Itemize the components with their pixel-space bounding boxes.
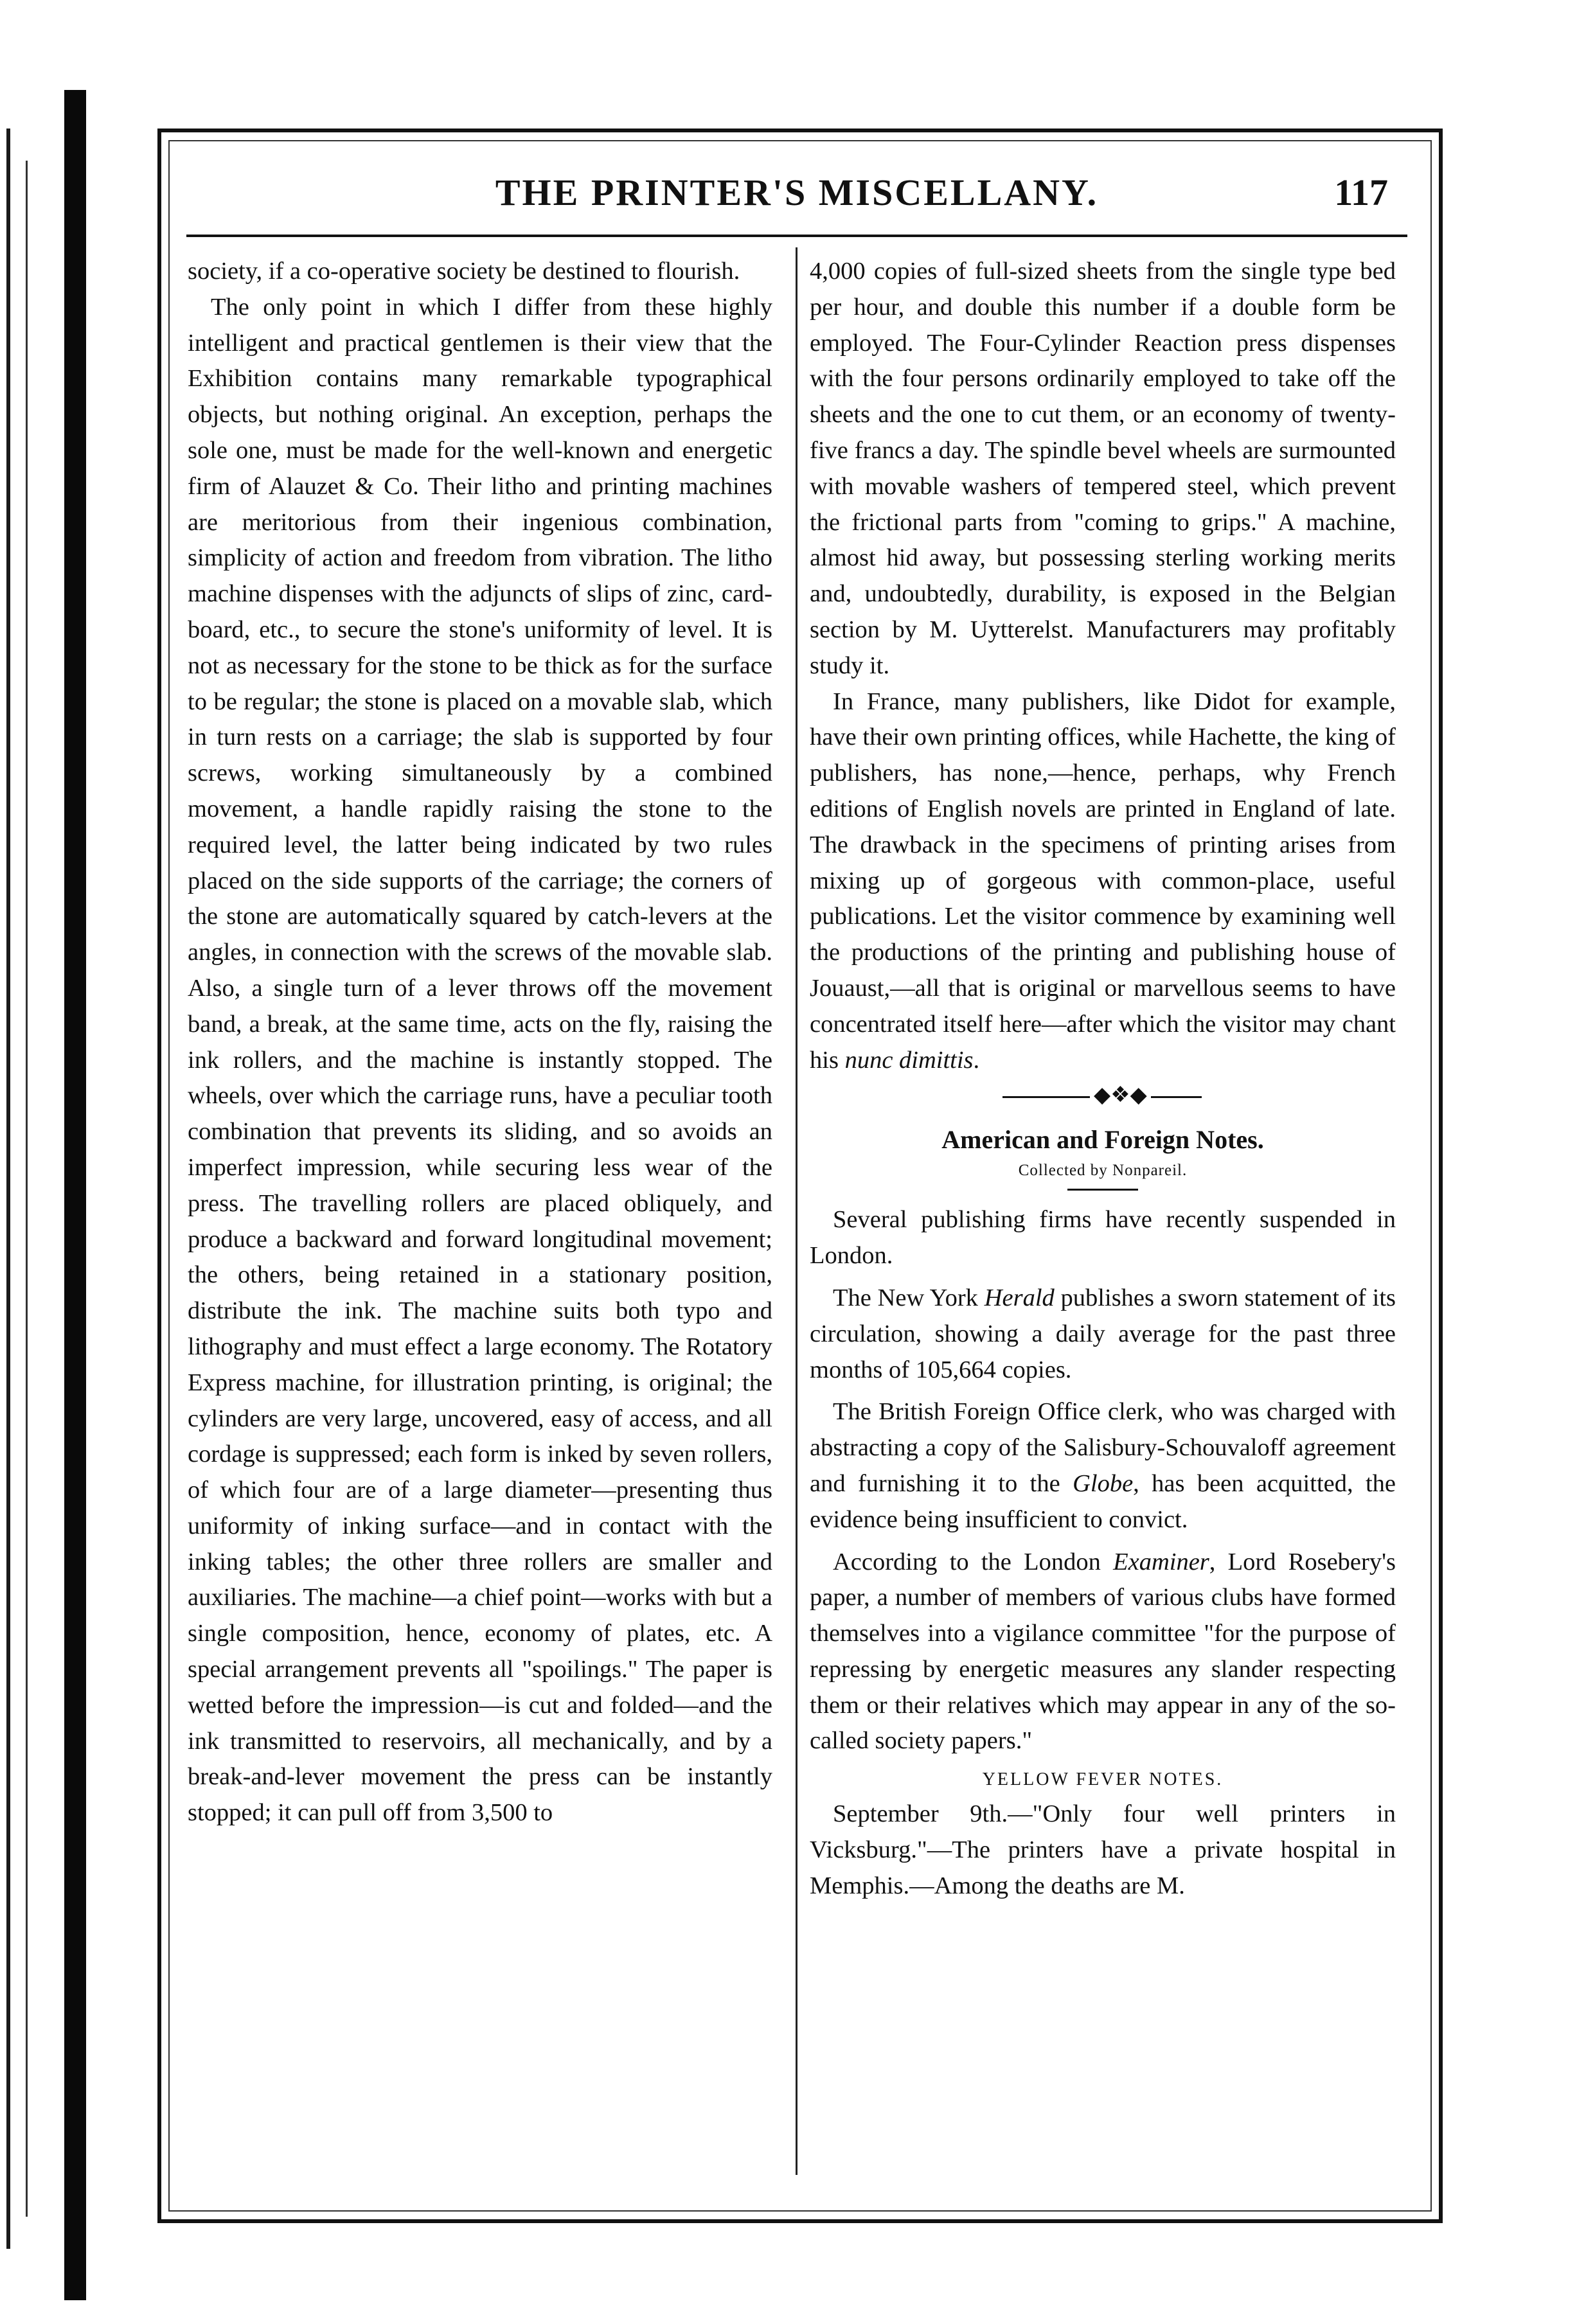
paragraph-text: . bbox=[973, 1046, 980, 1074]
note-text: , has been acquitted, the evidence being insufficient to convict. bbox=[810, 1469, 1396, 1533]
note-text: Several publishing firms have recently suspended in London. bbox=[810, 1206, 1396, 1270]
column-divider bbox=[796, 247, 797, 2175]
paragraph-text: In France, many publishers, like Didot for example, have their own printing offices, while Hachette, the king of publishers, has none,—hence, perhaps, why French editions of English novels are printed in England of late. The drawback in the specimens of printing arises from mixing up of gorgeous with common-place, useful publications. Let the visitor commence by examining well the productions of the printing and publishing house of Jouaust,—all that is original or marvellous seems to have concentrated itself here—after which the visitor may chant his bbox=[810, 687, 1396, 1074]
note-item bbox=[810, 1394, 1396, 1538]
note-text: According to the London bbox=[833, 1548, 1114, 1575]
paragraph: society, if a co-operative society be destined to flourish. bbox=[188, 258, 740, 285]
note-text: publishes a sworn statement of its circulation, showing a daily average for the past three months of 105,664 copies. bbox=[810, 1284, 1396, 1383]
paragraph: September 9th.—"Only four well printers in Vicksburg."—The printers have a private hospital in Memphis.—Among the deaths are M. bbox=[810, 1800, 1396, 1899]
divider-ornament-icon: ◆❖◆ bbox=[1090, 1085, 1151, 1106]
note-italic: Herald bbox=[984, 1284, 1055, 1311]
note-item bbox=[810, 1281, 1396, 1388]
subheading: YELLOW FEVER NOTES. bbox=[982, 1770, 1224, 1790]
binding-shadow bbox=[64, 90, 86, 2300]
note-italic: Globe bbox=[1073, 1469, 1134, 1497]
note-text: The British Foreign Office clerk, who was charged with abstracting a copy of the Salisbury-Schouvaloff agreement and furnishing it to the bbox=[810, 1398, 1396, 1497]
binding-edge-line bbox=[6, 129, 10, 2249]
binding-edge-line-faint bbox=[26, 161, 28, 2217]
note-item bbox=[810, 1202, 1396, 1274]
running-header bbox=[186, 168, 1407, 220]
italic-phrase: nunc dimittis bbox=[844, 1046, 974, 1074]
credit-rule bbox=[1067, 1189, 1138, 1191]
paragraph: The only point in which I differ from these highly intelligent and practical gentlemen is their view that the Exhibition contains many remarkable typographical objects, but nothing original. An exception, perhaps the sole one, must be made for the well-known and energetic firm of Alauzet & Co. Their litho and printing machines are meritorious from their ingenious combination, simplicity of action and freedom from vibration. The litho machine dispenses with the adjuncts of slips of zinc, card-board, etc., to secure the stone's uniformity of level. It is not as necessary for the stone to be thick as for the surface to be regular; the stone is placed on a movable slab, which in turn rests on a carriage; the slab is supported by four screws, working simultaneously by a combined movement, a handle rapidly raising the stone to the required level, the latter being indicated by two rules placed on the side supports of the carriage; the corners of the stone are automatically squared by catch-levers at the angles, in connection with the screws of the movable slab. Also, a single turn of a lever throws off the movement band, a break, at the same time, acts on the fly, raising the ink rollers, and the machine is instantly stopped. The wheels, over which the carriage runs, have a peculiar tooth combination that prevents its sliding, and so avoids an imperfect impression, while securing less wear of the press. The travelling rollers are placed obliquely, and produce a backward and forward longitudinal movement; the others, being retained in a stationary position, distribute the ink. The machine suits both typo and lithography and must effect a large economy. The Rotatory Express machine, for illustration printing, is original; the cylinders are very large, uncovered, easy of access, and all cordage is suppressed; each form is inked by seven rollers, of which four are of a large diameter—presenting thus uniformity of inking surface—and in contact with the inking tables; the other three rollers are smaller and auxiliaries. The machine—a chief point—works with but a single composition, hence, economy of plates, etc. A special arrangement prevents all "spoilings." The paper is wetted before the impression—is cut and folded—and the ink transmitted to reservoirs, all mechanically, and by a break-and-lever movement the press can be instantly stopped; it can pull off from 3,500 to bbox=[188, 293, 772, 1827]
section-title: American and Foreign Notes. bbox=[941, 1125, 1264, 1155]
paragraph-continuation: 4,000 copies of full-sized sheets from the single type bed per hour, and double this number if a double form be employed. The Four-Cylinder Reaction press dispenses with the four persons ordinarily employed to take off the sheets and the one to cut them, or an economy of twenty-five francs a day. The spindle bevel wheels are surmounted with movable washers of tempered steel, which prevent the frictional parts from "coming to grips." A machine, almost hid away, but possessing sterling working merits and, undoubtedly, durability, is exposed in the Belgian section by M. Uytterelst. Manufacturers may profitably study it. bbox=[810, 258, 1396, 679]
right-column bbox=[810, 254, 1396, 1904]
note-text: The New York bbox=[833, 1284, 985, 1311]
page-number: 117 bbox=[1334, 172, 1388, 213]
section-credit: Collected by Nonpareil. bbox=[1018, 1162, 1188, 1180]
left-column bbox=[188, 254, 772, 1831]
header-rule bbox=[186, 235, 1407, 237]
section-divider bbox=[810, 1078, 1396, 1117]
note-italic: Examiner bbox=[1113, 1548, 1209, 1575]
publication-title: THE PRINTER'S MISCELLANY. bbox=[495, 172, 1099, 213]
note-item bbox=[810, 1545, 1396, 1760]
note-text: , Lord Rosebery's paper, a number of members of various clubs have formed themselves into a vigilance committee "for the purpose of repressing by energetic measures any slander respecting them or their relatives which may appear in any of the so-called society papers." bbox=[810, 1548, 1396, 1755]
paragraph-france bbox=[810, 684, 1396, 1079]
